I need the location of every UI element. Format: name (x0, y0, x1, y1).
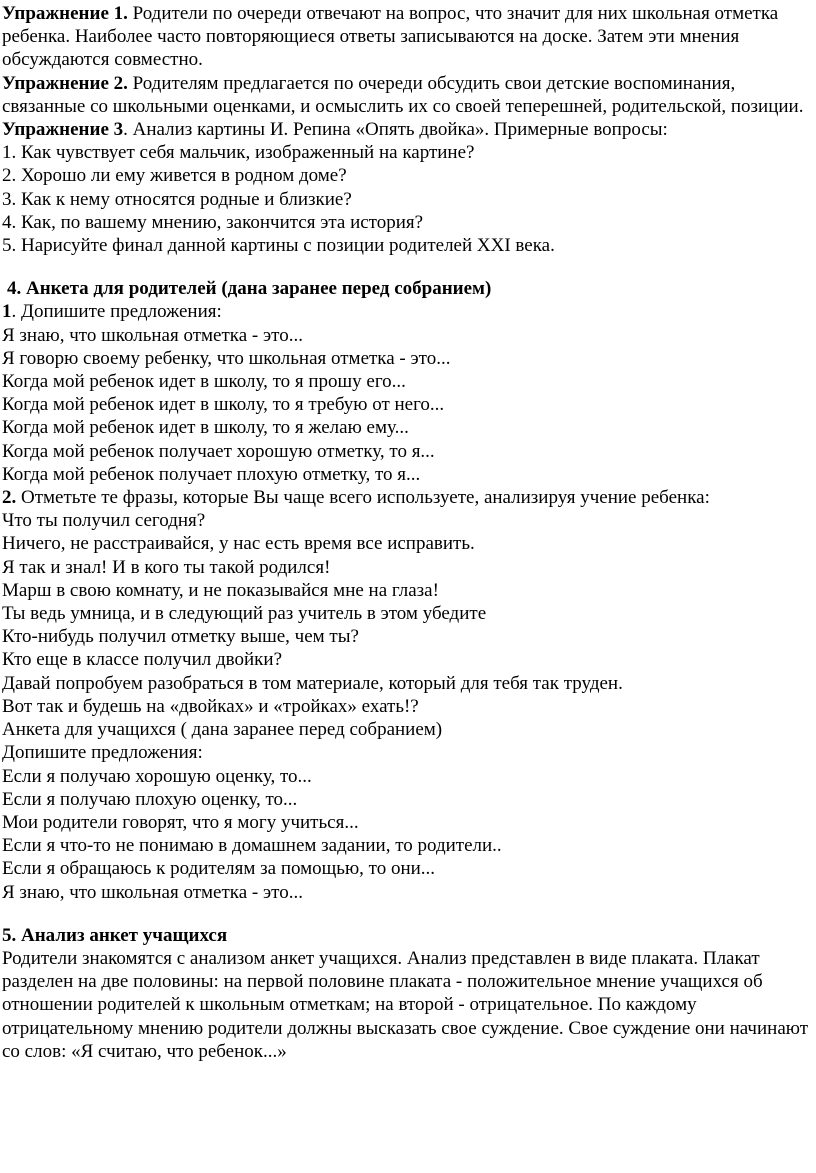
part-1-text: . Допишите предложения: (11, 301, 222, 323)
spacer (2, 257, 812, 277)
list-item: Когда мой ребенок получает хорошую отметку, то я... (2, 440, 435, 462)
exercise-2-label: Упражнение 2. (2, 72, 128, 94)
exercise-3 (2, 118, 812, 141)
list-item: Марш в свою комнату, и не показывайся мне на глаза! (2, 579, 439, 601)
list-item: Когда мой ребенок идет в школу, то я требую от него... (2, 394, 445, 416)
section-4-part-1 (2, 300, 812, 323)
list-item: Ничего, не расстраивайся, у нас есть время все исправить. (2, 533, 475, 555)
part-1-number: 1 (2, 301, 12, 323)
section-5-heading: 5. Анализ анкет учащихся (2, 924, 228, 946)
list-item: Мои родители говорят, что я могу учиться... (2, 811, 359, 833)
list-item: Ты ведь умница, и в следующий раз учитель в этом убедите (2, 603, 487, 625)
list-item: Если я получаю плохую оценку, то... (2, 788, 298, 810)
list-item: 2. Хорошо ли ему живется в родном доме? (2, 165, 347, 187)
exercise-1-text: Родители по очереди отвечают на вопрос, что значит для них школьная отметка ребенка. Наиболее часто повторяющиеся ответы записываются на доске. Затем эти мнения обсуждаются совместно. (2, 3, 779, 71)
exercise-3-label: Упражнение 3 (2, 119, 124, 141)
list-item: Вот так и будешь на «двойках» и «тройках» ехать!? (2, 695, 419, 717)
list-item: Когда мой ребенок идет в школу, то я желаю ему... (2, 417, 409, 439)
list-item: Если я что-то не понимаю в домашнем задании, то родители.. (2, 835, 502, 857)
exercise-3-text: . Анализ картины И. Репина «Опять двойка». Примерные вопросы: (123, 119, 668, 141)
students-survey-intro: Допишите предложения: (2, 742, 203, 764)
list-item: Давай попробуем разобраться в том материале, который для тебя так труден. (2, 672, 623, 694)
students-survey-heading: Анкета для учащихся ( дана заранее перед собранием) (2, 719, 443, 741)
list-item: 1. Как чувствует себя мальчик, изображенный на картине? (2, 142, 475, 164)
part-2-number: 2. (2, 487, 17, 509)
list-item: 3. Как к нему относятся родные и близкие? (2, 188, 352, 210)
list-item: Я знаю, что школьная отметка - это... (2, 324, 303, 346)
list-item: Когда мой ребенок идет в школу, то я прошу его... (2, 371, 406, 393)
list-item: Я говорю своему ребенку, что школьная отметка - это... (2, 347, 451, 369)
list-item: Что ты получил сегодня? (2, 510, 206, 532)
list-item: Если я обращаюсь к родителям за помощью, то они... (2, 858, 436, 880)
list-item: Кто еще в классе получил двойки? (2, 649, 283, 671)
list-item: Когда мой ребенок получает плохую отметку, то я... (2, 463, 421, 485)
exercise-1-label: Упражнение 1. (2, 3, 128, 24)
part-2-text: Отметьте те фразы, которые Вы чаще всего используете, анализируя учение ребенка: (16, 487, 710, 509)
list-item: Я знаю, что школьная отметка - это... (2, 881, 303, 903)
list-item: Если я получаю хорошую оценку, то... (2, 765, 312, 787)
list-item: 5. Нарисуйте финал данной картины с позиции родителей XXI века. (2, 235, 555, 257)
exercise-2 (2, 72, 812, 118)
spacer (2, 904, 812, 924)
section-4-part-2 (2, 486, 812, 509)
list-item: Я так и знал! И в кого ты такой родился! (2, 556, 331, 578)
list-item: Кто-нибудь получил отметку выше, чем ты? (2, 626, 359, 648)
section-5-text: Родители знакомятся с анализом анкет учащихся. Анализ представлен в виде плаката. Плакат разделен на две половины: на первой половине плаката - положительное мнение учащихся об отношении родителей к школьным отметкам; на второй - отрицательное. По каждому отрицательному мнению родители должны высказать свое суждение. Свое суждение они начинают со слов: «Я считаю, что ребенок...» (2, 947, 808, 1062)
section-4-heading: 4. Анкета для родителей (дана заранее перед собранием) (7, 278, 492, 300)
list-item: 4. Как, по вашему мнению, закончится эта история? (2, 211, 424, 233)
exercise-1 (2, 2, 812, 72)
exercise-2-text: Родителям предлагается по очереди обсудить свои детские воспоминания, связанные со школьными оценками, и осмыслить их со своей теперешней, родительской, позиции. (2, 72, 804, 117)
